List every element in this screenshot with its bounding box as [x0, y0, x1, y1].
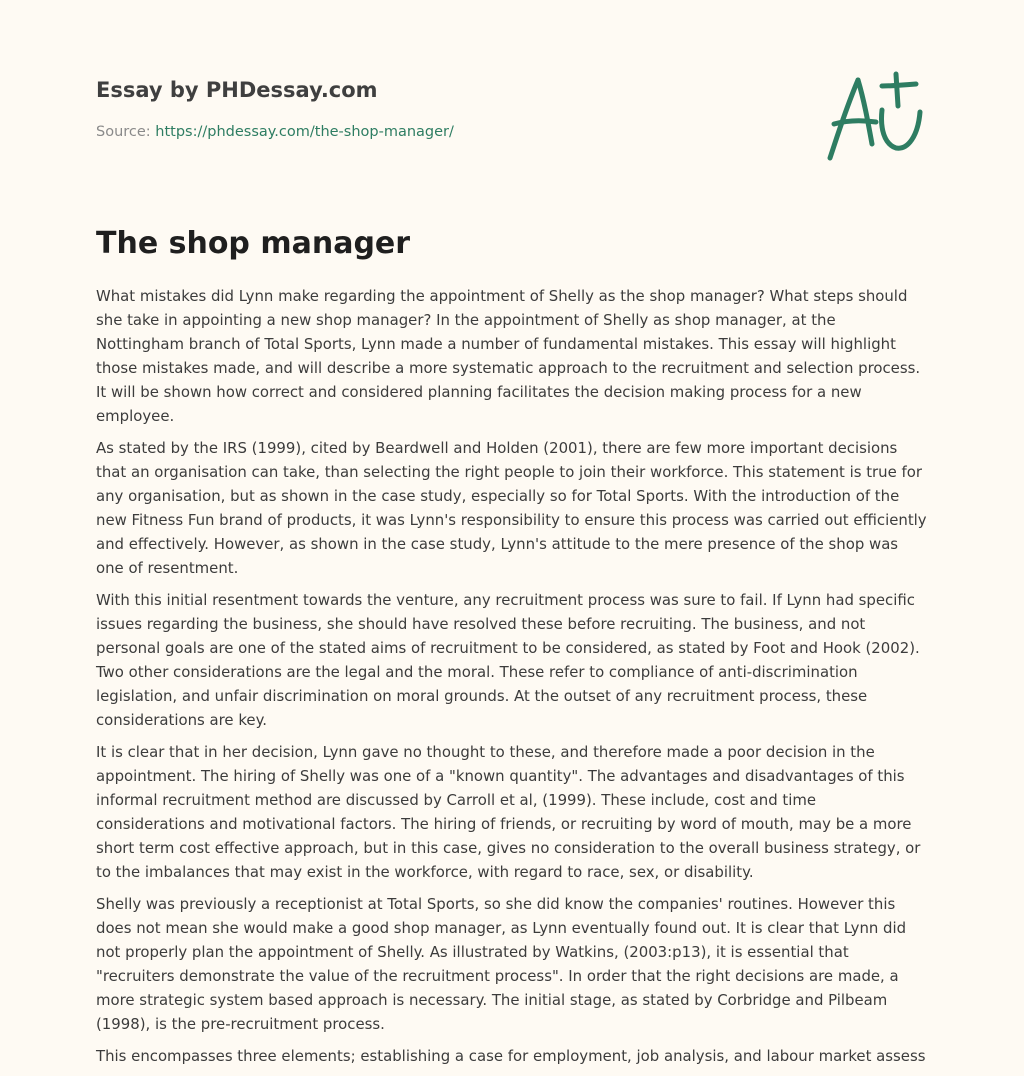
- article-title: The shop manager: [96, 226, 411, 261]
- paragraph: With this initial resentment towards the venture, any recruitment process was sure to fail. If Lynn had specific issues regarding the business, she should have resolved these before recruiting. The business, and not personal goals are one of the stated aims of recruitment to be considered, as stated by Foot and Hook (2002). Two other considerations are the legal and the moral. These refer to compliance of anti-discrimination legislation, and unfair discrimination on moral grounds. At the outset of any recruitment process, these considerations are key.: [96, 591, 920, 729]
- a-plus-grade-icon: [820, 66, 930, 166]
- paragraph: Shelly was previously a receptionist at Total Sports, so she did know the companies' routines. However this does not mean she would make a good shop manager, as Lynn eventually found out. It is clear that Lynn did not properly plan the appointment of Shelly. As illustrated by Watkins, (2003:p13), it is essential that "recruiters demonstrate the value of the recruitment process". In order that the right decisions are made, a more strategic system based approach is necessary. The initial stage, as stated by Corbridge and Pilbeam (1998), is the pre-recruitment process.: [96, 895, 907, 1033]
- site-brand: Essay by PHDessay.com: [96, 78, 378, 102]
- paragraph: It is clear that in her decision, Lynn gave no thought to these, and therefore made a poor decision in the appointment. The hiring of Shelly was one of a "known quantity". The advantages and disadvantages of this informal recruitment method are discussed by Carroll et al, (1999). These include, cost and time considerations and motivational factors. The hiring of friends, or recruiting by word of mouth, may be a more short term cost effective approach, but in this case, gives no consideration to the overall business strategy, or to the imbalances that may exist in the workforce, with regard to race, sex, or disability.: [96, 743, 921, 881]
- paragraph: This encompasses three elements; establishing a case for employment, job analysis, and labour market assess: [96, 1047, 926, 1065]
- page-header: [96, 76, 796, 142]
- source-link[interactable]: https://phdessay.com/the-shop-manager/: [155, 124, 454, 140]
- paragraph: As stated by the IRS (1999), cited by Beardwell and Holden (2001), there are few more important decisions that an organisation can take, than selecting the right people to join their workforce. This statement is true for any organisation, but as shown in the case study, especially so for Total Sports. With the introduction of the new Fitness Fun brand of products, it was Lynn's responsibility to ensure this process was carried out efficiently and effectively. However, as shown in the case study, Lynn's attitude to the mere presence of the shop was one of resentment.: [96, 439, 927, 577]
- source-label: Source:: [96, 124, 151, 140]
- article-body: [96, 284, 928, 1076]
- source-line: [96, 122, 796, 142]
- paragraph: What mistakes did Lynn make regarding the appointment of Shelly as the shop manager? What steps should she take in appointing a new shop manager? In the appointment of Shelly as shop manager, at the Nottingham branch of Total Sports, Lynn made a number of fundamental mistakes. This essay will highlight those mistakes made, and will describe a more systematic approach to the recruitment and selection process. It will be shown how correct and considered planning facilitates the decision making process for a new employee.: [96, 287, 921, 425]
